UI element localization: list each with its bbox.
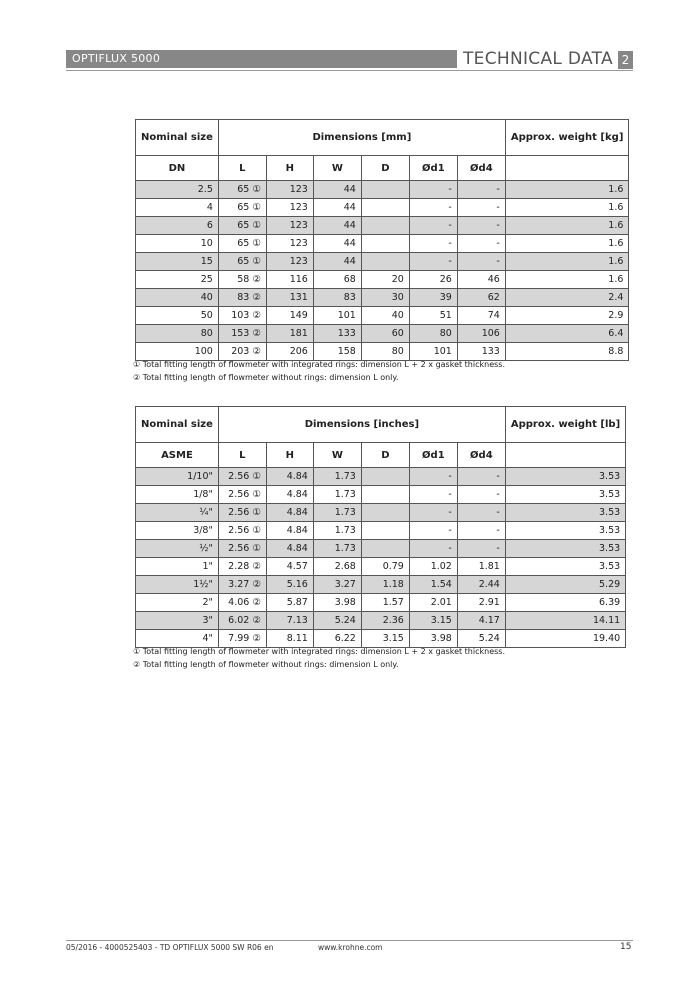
cell-d: 2.36: [361, 612, 409, 630]
nominal-size-header: Nominal size: [136, 120, 219, 156]
cell-h: 4.84: [266, 540, 313, 558]
cell-d1: -: [409, 235, 457, 253]
cell-size: 3/8": [136, 522, 219, 540]
cell-w: 101: [313, 307, 361, 325]
cell-h: 4.84: [266, 486, 313, 504]
cell-w: 1.73: [313, 522, 361, 540]
cell-size: 50: [136, 307, 219, 325]
cell-size: 100: [136, 343, 219, 361]
col-header-w: W: [313, 443, 361, 468]
cell-d: 3.15: [361, 630, 409, 648]
cell-d: [361, 504, 409, 522]
cell-d: [361, 199, 409, 217]
table-body: [136, 468, 626, 648]
cell-l: 2.56 ①: [218, 468, 266, 486]
cell-d1: 3.98: [409, 630, 457, 648]
cell-d: 80: [361, 343, 409, 361]
cell-d1: -: [409, 253, 457, 271]
cell-d4: 4.17: [457, 612, 505, 630]
cell-d1: 101: [409, 343, 457, 361]
cell-size: 80: [136, 325, 219, 343]
cell-d4: -: [457, 235, 505, 253]
cell-d1: -: [409, 540, 457, 558]
cell-h: 123: [266, 199, 313, 217]
website-link[interactable]: www.krohne.com: [318, 943, 383, 952]
cell-w: 133: [313, 325, 361, 343]
cell-l: 2.56 ①: [218, 540, 266, 558]
cell-weight: 2.4: [505, 289, 629, 307]
cell-d4: 2.44: [457, 576, 505, 594]
cell-h: 5.87: [266, 594, 313, 612]
cell-h: 123: [266, 235, 313, 253]
cell-d4: -: [457, 217, 505, 235]
cell-l: 7.99 ②: [218, 630, 266, 648]
cell-d1: 80: [409, 325, 457, 343]
cell-size: 6: [136, 217, 219, 235]
table-row: [136, 289, 629, 307]
cell-size: 15: [136, 253, 219, 271]
cell-d1: -: [409, 217, 457, 235]
cell-w: 68: [313, 271, 361, 289]
col-header-d: D: [361, 156, 409, 181]
table-row: [136, 199, 629, 217]
product-name: OPTIFLUX 5000: [72, 52, 161, 65]
cell-weight: 5.29: [505, 576, 625, 594]
cell-w: 83: [313, 289, 361, 307]
table-body: [136, 181, 629, 361]
cell-d1: -: [409, 181, 457, 199]
cell-weight: 6.39: [505, 594, 625, 612]
cell-weight: 1.6: [505, 235, 629, 253]
cell-weight: 6.4: [505, 325, 629, 343]
cell-size: 2.5: [136, 181, 219, 199]
cell-weight: 3.53: [505, 558, 625, 576]
table-row: [136, 504, 626, 522]
table-row: [136, 271, 629, 289]
cell-h: 4.84: [266, 468, 313, 486]
cell-w: 6.22: [313, 630, 361, 648]
cell-weight: 14.11: [505, 612, 625, 630]
weight-header: Approx. weight [kg]: [505, 120, 629, 156]
cell-d1: -: [409, 504, 457, 522]
cell-d: [361, 253, 409, 271]
cell-d1: 3.15: [409, 612, 457, 630]
cell-w: 44: [313, 217, 361, 235]
col-header-w: W: [313, 156, 361, 181]
cell-d1: -: [409, 468, 457, 486]
cell-w: 5.24: [313, 612, 361, 630]
cell-size: 4: [136, 199, 219, 217]
cell-size: ½": [136, 540, 219, 558]
footnote-1: ① Total fitting length of flowmeter with integrated rings: dimension L + 2 x gasket thickness.: [133, 360, 505, 369]
footnote-1: ① Total fitting length of flowmeter with integrated rings: dimension L + 2 x gasket thickness.: [133, 647, 505, 656]
table-row: [136, 576, 626, 594]
cell-d: 20: [361, 271, 409, 289]
table-row: [136, 594, 626, 612]
cell-weight: 1.6: [505, 199, 629, 217]
cell-d: [361, 486, 409, 504]
cell-d4: -: [457, 522, 505, 540]
cell-d: [361, 522, 409, 540]
cell-w: 44: [313, 253, 361, 271]
cell-h: 149: [266, 307, 313, 325]
footer-divider: [66, 940, 633, 941]
cell-d: [361, 540, 409, 558]
cell-l: 6.02 ②: [218, 612, 266, 630]
cell-d: 0.79: [361, 558, 409, 576]
cell-d4: 74: [457, 307, 505, 325]
cell-h: 123: [266, 253, 313, 271]
cell-l: 65 ①: [218, 217, 266, 235]
cell-d: 40: [361, 307, 409, 325]
cell-d1: 1.54: [409, 576, 457, 594]
cell-w: 1.73: [313, 486, 361, 504]
cell-h: 8.11: [266, 630, 313, 648]
cell-d4: 133: [457, 343, 505, 361]
cell-l: 65 ①: [218, 199, 266, 217]
table-row: [136, 558, 626, 576]
cell-d4: 1.81: [457, 558, 505, 576]
cell-size: 25: [136, 271, 219, 289]
cell-d4: -: [457, 253, 505, 271]
cell-d: [361, 235, 409, 253]
table-row: [136, 540, 626, 558]
col-header-size: ASME: [136, 443, 219, 468]
cell-weight: 1.6: [505, 181, 629, 199]
cell-d4: 46: [457, 271, 505, 289]
cell-w: 3.27: [313, 576, 361, 594]
col-header-l: L: [218, 443, 266, 468]
cell-d: 1.57: [361, 594, 409, 612]
cell-w: 3.98: [313, 594, 361, 612]
cell-h: 4.84: [266, 504, 313, 522]
col-header-h: H: [266, 443, 313, 468]
table-row: [136, 468, 626, 486]
cell-weight: 1.6: [505, 271, 629, 289]
col-header-weight: [505, 156, 629, 181]
cell-d4: -: [457, 468, 505, 486]
cell-weight: 8.8: [505, 343, 629, 361]
cell-w: 44: [313, 181, 361, 199]
dimensions-table-mm: [135, 119, 629, 361]
header-divider: [66, 70, 633, 71]
cell-h: 116: [266, 271, 313, 289]
cell-h: 4.57: [266, 558, 313, 576]
cell-d: [361, 468, 409, 486]
cell-w: 1.73: [313, 468, 361, 486]
table-row: [136, 307, 629, 325]
cell-weight: 2.9: [505, 307, 629, 325]
cell-d4: 5.24: [457, 630, 505, 648]
cell-w: 44: [313, 235, 361, 253]
cell-l: 58 ②: [218, 271, 266, 289]
col-header-d: D: [361, 443, 409, 468]
cell-d: [361, 217, 409, 235]
cell-w: 1.73: [313, 504, 361, 522]
cell-d: 30: [361, 289, 409, 307]
cell-h: 123: [266, 217, 313, 235]
footnote-2: ② Total fitting length of flowmeter without rings: dimension L only.: [133, 660, 399, 669]
col-header-size: DN: [136, 156, 219, 181]
cell-h: 4.84: [266, 522, 313, 540]
dimensions-header: Dimensions [inches]: [218, 407, 505, 443]
cell-d1: 26: [409, 271, 457, 289]
weight-header: Approx. weight [lb]: [505, 407, 625, 443]
cell-w: 44: [313, 199, 361, 217]
cell-d4: -: [457, 199, 505, 217]
col-header-d4: Ød4: [457, 443, 505, 468]
cell-d4: 2.91: [457, 594, 505, 612]
cell-size: 4": [136, 630, 219, 648]
cell-d: [361, 181, 409, 199]
notes-inches: [133, 645, 505, 671]
cell-l: 65 ①: [218, 181, 266, 199]
cell-d1: 1.02: [409, 558, 457, 576]
cell-d4: 62: [457, 289, 505, 307]
cell-h: 181: [266, 325, 313, 343]
table-row: [136, 522, 626, 540]
cell-d4: -: [457, 540, 505, 558]
cell-weight: 3.53: [505, 468, 625, 486]
cell-h: 131: [266, 289, 313, 307]
document-reference: 05/2016 - 4000525403 - TD OPTIFLUX 5000 SW R06 en: [66, 943, 274, 952]
cell-d4: -: [457, 504, 505, 522]
cell-size: 1/8": [136, 486, 219, 504]
cell-h: 7.13: [266, 612, 313, 630]
cell-l: 2.28 ②: [218, 558, 266, 576]
table-row: [136, 325, 629, 343]
cell-size: 3": [136, 612, 219, 630]
section-title: TECHNICAL DATA: [463, 49, 613, 69]
cell-weight: 3.53: [505, 522, 625, 540]
col-header-h: H: [266, 156, 313, 181]
cell-l: 2.56 ①: [218, 504, 266, 522]
cell-size: 40: [136, 289, 219, 307]
cell-size: ¼": [136, 504, 219, 522]
table-row: [136, 217, 629, 235]
cell-w: 158: [313, 343, 361, 361]
cell-size: 1": [136, 558, 219, 576]
notes-mm: [133, 358, 505, 384]
cell-l: 153 ②: [218, 325, 266, 343]
cell-d: 60: [361, 325, 409, 343]
cell-d1: 51: [409, 307, 457, 325]
cell-l: 2.56 ①: [218, 486, 266, 504]
cell-d: 1.18: [361, 576, 409, 594]
col-header-d4: Ød4: [457, 156, 505, 181]
cell-l: 65 ①: [218, 235, 266, 253]
cell-h: 123: [266, 181, 313, 199]
footnote-2: ② Total fitting length of flowmeter without rings: dimension L only.: [133, 373, 399, 382]
cell-d4: -: [457, 181, 505, 199]
cell-d1: 2.01: [409, 594, 457, 612]
table-row: [136, 486, 626, 504]
table-row: [136, 181, 629, 199]
table-row: [136, 253, 629, 271]
table-row: [136, 235, 629, 253]
cell-weight: 1.6: [505, 253, 629, 271]
cell-w: 1.73: [313, 540, 361, 558]
cell-l: 2.56 ①: [218, 522, 266, 540]
cell-d1: -: [409, 199, 457, 217]
cell-w: 2.68: [313, 558, 361, 576]
cell-l: 65 ①: [218, 253, 266, 271]
cell-l: 203 ②: [218, 343, 266, 361]
cell-weight: 19.40: [505, 630, 625, 648]
cell-l: 103 ②: [218, 307, 266, 325]
cell-d1: -: [409, 522, 457, 540]
cell-weight: 3.53: [505, 504, 625, 522]
col-header-l: L: [218, 156, 266, 181]
cell-h: 206: [266, 343, 313, 361]
nominal-size-header: Nominal size: [136, 407, 219, 443]
cell-l: 3.27 ②: [218, 576, 266, 594]
cell-size: 10: [136, 235, 219, 253]
cell-weight: 1.6: [505, 217, 629, 235]
cell-d1: 39: [409, 289, 457, 307]
table-row: [136, 612, 626, 630]
cell-weight: 3.53: [505, 486, 625, 504]
cell-l: 83 ②: [218, 289, 266, 307]
dimensions-table-inches: [135, 406, 626, 648]
cell-size: 1½": [136, 576, 219, 594]
cell-l: 4.06 ②: [218, 594, 266, 612]
cell-size: 1/10": [136, 468, 219, 486]
cell-h: 5.16: [266, 576, 313, 594]
cell-size: 2": [136, 594, 219, 612]
cell-weight: 3.53: [505, 540, 625, 558]
col-header-d1: Ød1: [409, 443, 457, 468]
cell-d4: -: [457, 486, 505, 504]
dimensions-header: Dimensions [mm]: [218, 120, 505, 156]
col-header-weight: [505, 443, 625, 468]
col-header-d1: Ød1: [409, 156, 457, 181]
section-number-badge: 2: [618, 51, 633, 69]
page-number: 15: [620, 942, 632, 952]
cell-d1: -: [409, 486, 457, 504]
cell-d4: 106: [457, 325, 505, 343]
